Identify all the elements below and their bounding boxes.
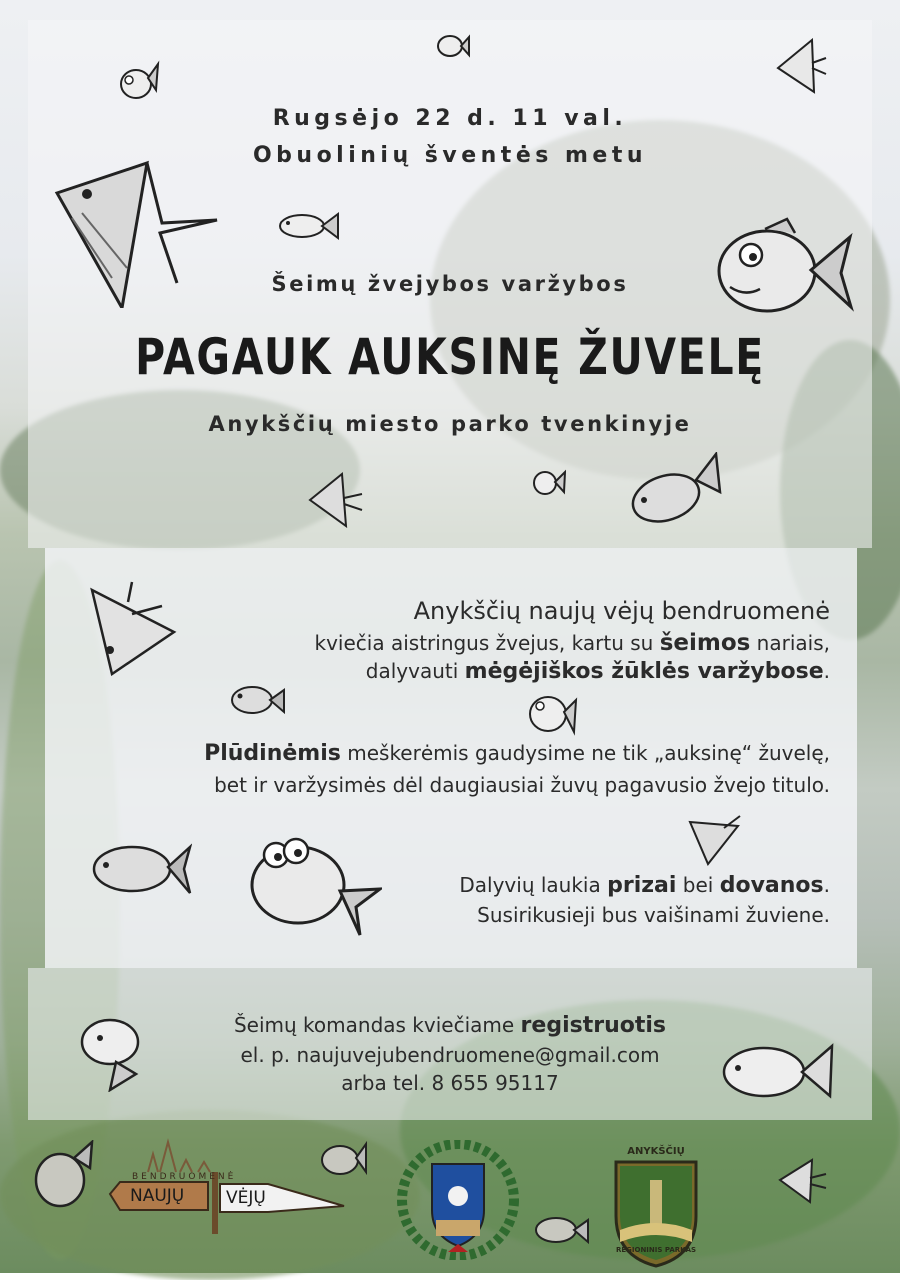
fish-icon	[528, 692, 578, 736]
fish-icon	[52, 158, 222, 308]
event-occasion: Obuolinių šventės metu	[252, 143, 648, 168]
community-signpost-icon	[108, 1132, 348, 1236]
community-logo-right: VĖJŲ	[226, 1188, 266, 1208]
fish-icon	[534, 1214, 590, 1246]
fish-icon	[715, 215, 855, 320]
organizer-name: Anykščių naujų vėjų bendruomenė	[413, 597, 830, 625]
fish-icon	[308, 472, 364, 528]
event-location: Anykščių miesto parko tvenkinyje	[208, 412, 692, 436]
park-logo-bottom: REGIONINIS PARKAS	[615, 1246, 697, 1254]
fish-icon	[92, 835, 192, 897]
fish-icon	[230, 682, 286, 718]
park-logo-top: ANYKŠČIŲ	[627, 1146, 685, 1157]
fish-icon	[778, 1156, 828, 1206]
event-subtitle: Šeimų žvejybos varžybos	[271, 272, 629, 296]
community-logo-left: NAUJŲ	[130, 1186, 185, 1206]
fish-icon	[688, 812, 744, 866]
fish-icon	[248, 835, 382, 937]
invitation-line-2: dalyvauti mėgėjiškos žūklės varžybose.	[365, 659, 830, 684]
coat-of-arms-icon	[396, 1140, 520, 1260]
fish-icon	[34, 1140, 96, 1212]
fish-soup-line: Susirikusieji bus vaišinami žuviene.	[477, 903, 830, 927]
community-logo	[108, 1132, 348, 1236]
event-date: Rugsėjo 22 d. 11 val.	[272, 106, 628, 131]
event-title: PAGAUK AUKSINĘ ŽUVELĘ	[135, 328, 765, 386]
fish-icon	[776, 38, 828, 94]
invitation-line-1: kviečia aistringus žvejus, kartu su šeimos nariais,	[314, 630, 830, 656]
contact-email: el. p. naujuvejubendruomene@gmail.com	[240, 1043, 660, 1067]
fish-icon	[88, 580, 180, 676]
fish-icon	[436, 33, 470, 59]
description-line-2: bet ir varžysimės dėl daugiausiai žuvų pagavusio žvejo titulo.	[214, 773, 830, 797]
fish-icon	[80, 1012, 146, 1092]
fish-icon	[278, 210, 340, 242]
contact-phone: arba tel. 8 655 95117	[341, 1071, 559, 1095]
regional-park-logo	[606, 1146, 706, 1270]
fish-icon	[630, 452, 722, 528]
fish-icon	[532, 468, 566, 496]
registration-call: Šeimų komandas kviečiame registruotis	[233, 1013, 666, 1038]
fish-icon	[722, 1042, 834, 1100]
fish-icon	[118, 60, 160, 104]
coat-of-arms	[396, 1140, 520, 1260]
description-line-1: Plūdinėmis meškerėmis gaudysime ne tik „auksinę“ žuvelę,	[204, 741, 830, 766]
community-logo-top: BENDRUOMENĖ	[132, 1172, 237, 1182]
prizes-line: Dalyvių laukia prizai bei dovanos.	[459, 873, 830, 898]
